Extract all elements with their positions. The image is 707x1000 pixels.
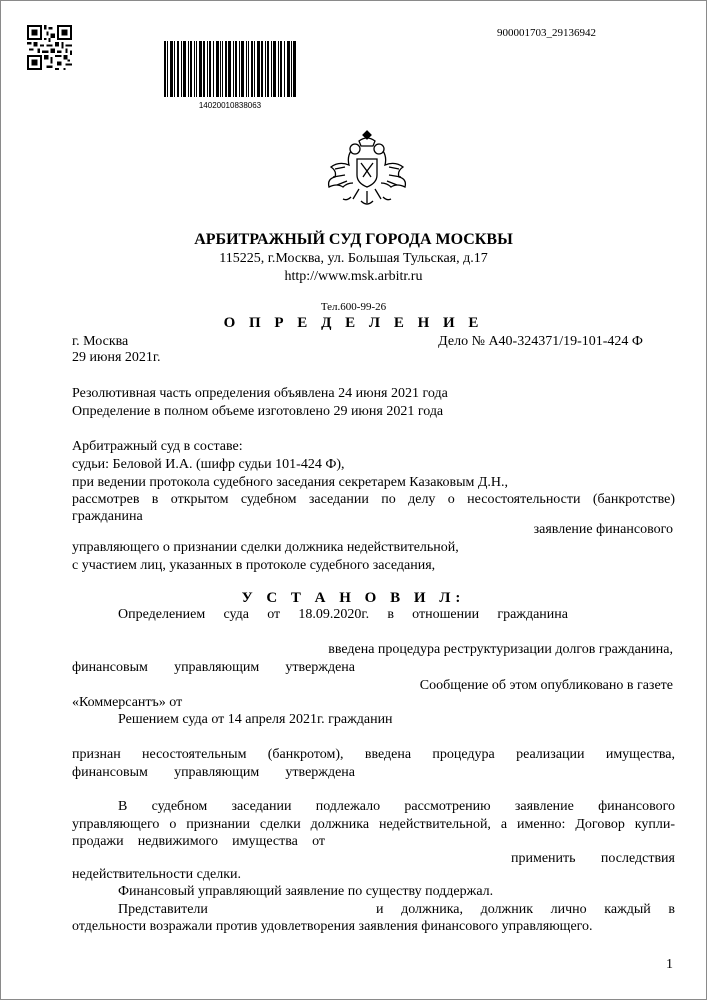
announcement-line: Резолютивная часть определения объявлена 24 июня 2021 года [72,386,448,401]
composition-line: гражданина [72,509,143,524]
established-heading: У С Т А Н О В И Л: [241,590,466,606]
city: г. Москва [72,334,129,349]
composition-line: рассмотрев в открытом судебном заседании по делу о несостоятельности (банкротстве) [72,492,675,507]
court-address: 115225, г.Москва, ул. Большая Тульская, д.17 [219,251,488,266]
body-line: Решением суда от 14 апреля 2021г. гражданин [118,712,393,727]
composition-line: заявление финансового [533,522,673,537]
announcement-line: Определение в полном объеме изготовлено 29 июня 2021 года [72,404,444,419]
body-line: Сообщение об этом опубликовано в газете [419,678,673,693]
body-line: Финансовый управляющий заявление по существу поддержал. [118,884,494,899]
body-line: отдельности возражали против удовлетворения заявления финансового управляющего. [72,919,593,934]
court-name: АРБИТРАЖНЫЙ СУД ГОРОДА МОСКВЫ [194,231,513,248]
body-line: и должника, должник лично каждый в [376,902,675,917]
qr-code [27,25,72,70]
body-line: введена процедура реструктуризации долгов гражданина, [328,642,673,657]
document-title: О П Р Е Д Е Л Е Н И Е [223,315,484,331]
composition-line: Арбитражный суд в составе: [72,439,243,454]
composition-line: при ведении протокола судебного заседания секретарем Казаковым Д.Н., [72,475,509,490]
coat-of-arms-emblem [327,125,407,210]
body-line: «Коммерсантъ» от [72,695,183,710]
court-phone: Тел.600-99-26 [320,301,387,313]
page-number: 1 [666,957,673,972]
body-line: применить последствия [511,851,675,866]
body-line: финансовым управляющим утверждена [72,660,355,675]
barcode [164,41,296,97]
document-id: 900001703_29136942 [497,27,596,39]
body-line: признан несостоятельным (банкротом), введена процедура реализации имущества, [72,747,675,762]
body-line: управляющего о признании сделки должника недействительной, а именно: Договор купли- [72,817,675,832]
composition-line: управляющего о признании сделки должника недействительной, [72,540,459,555]
composition-line: с участием лиц, указанных в протоколе судебного заседания, [72,558,436,573]
document-date: 29 июня 2021г. [72,350,161,365]
body-line: финансовым управляющим утверждена [72,765,355,780]
court-website: http://www.msk.arbitr.ru [284,269,423,284]
case-number: Дело № А40-324371/19-101-424 Ф [438,334,643,349]
body-line: Определением суда от 18.09.2020г. в отношении гражданина [118,607,568,622]
barcode-number: 14020010838063 [198,101,262,110]
body-line: продажи недвижимого имущества от [72,834,325,849]
body-line: Представители [118,902,208,917]
body-line: В судебном заседании подлежало рассмотрению заявление финансового [118,799,675,814]
composition-line: судьи: Беловой И.А. (шифр судьи 101-424 Ф), [72,457,345,472]
body-line: недействительности сделки. [72,867,241,882]
